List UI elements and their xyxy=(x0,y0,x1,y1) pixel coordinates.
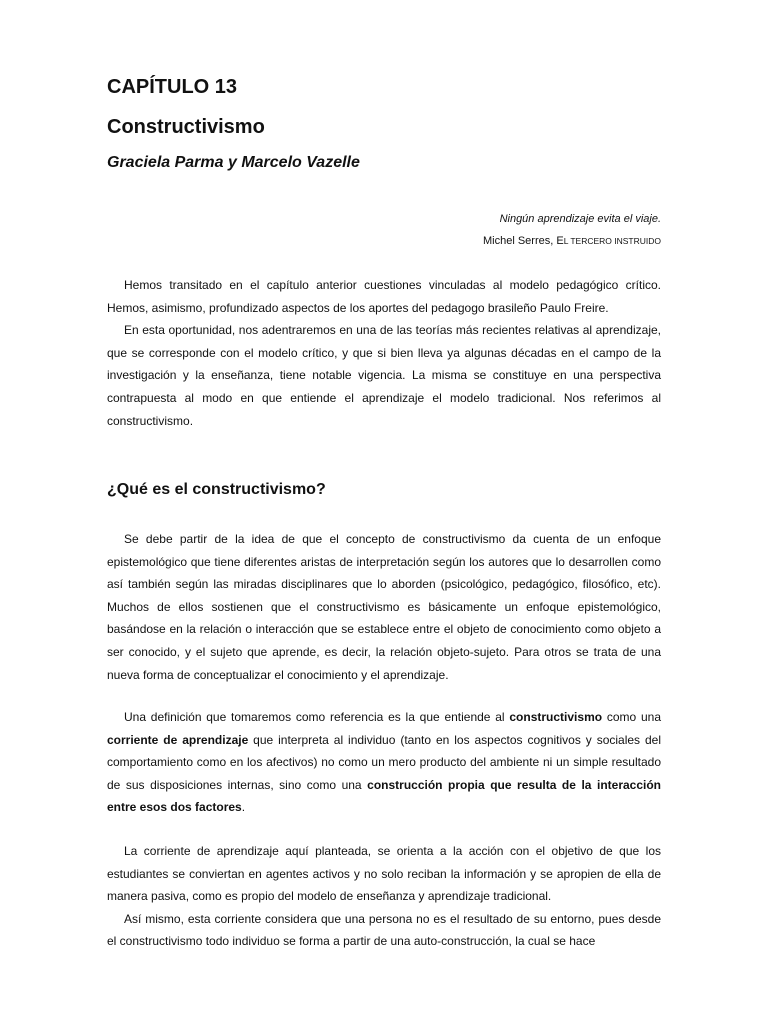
section-paragraph-4: Así mismo, esta corriente considera que una persona no es el resultado de su entorno, pues desde el constructivismo todo individuo se forma a partir de una auto-construcción, la cual se hace xyxy=(107,911,661,949)
p2-text-g: . xyxy=(241,800,246,815)
section-paragraph-block-3 xyxy=(107,840,661,953)
section-paragraph-1: Se debe partir de la idea de que el concepto de constructivismo da cuenta de un enfoque epistemológico que tiene diferentes aristas de interpretación según los autores que lo desarrollen como así también según las miradas disciplinares que lo aborden (psicológico, pedagógico, filosófico, etc). Muchos de ellos sostienen que el constructivismo es básicamente un enfoque epistemológico, basándose en la relación o interacción que se establece entre el objeto de conocimiento como objeto a ser conocido, y el sujeto que aprende, es decir, la relación objeto-sujeto. Para otros se trata de una nueva forma de conceptualizar el conocimiento y el aprendizaje. xyxy=(107,532,661,682)
p2-bold-constructivismo: constructivismo xyxy=(509,710,603,724)
p2-bold-construccion: construcción propia que resulta de la interacción entre esos dos factores xyxy=(107,777,662,815)
chapter-authors: Graciela Parma y Marcelo Vazelle xyxy=(107,154,360,171)
section-heading: ¿Qué es el constructivismo? xyxy=(107,481,326,498)
p2-bold-corriente: corriente de aprendizaje xyxy=(107,732,249,747)
chapter-title: Constructivismo xyxy=(107,116,265,138)
section-paragraph-block-1 xyxy=(107,528,661,686)
intro-paragraph-2: En esta oportunidad, nos adentraremos en una de las teorías más recientes relativas al aprendizaje, que se corresponde con el modelo crítico, y que si bien lleva ya algunas décadas en el campo de la investigación y la enseñanza, tiene notable vigencia. La misma se constituye en una perspectiva contrapuesta al modo en que entiende el aprendizaje el modelo tradicional. Nos referimos al constructivismo. xyxy=(107,323,661,428)
section-paragraph-3: La corriente de aprendizaje aquí planteada, se orienta a la acción con el objetivo de que los estudiantes se conviertan en agentes activos y no solo reciban la información y se apropien de ella de manera pasiva, como es propio del modelo de enseñanza y aprendizaje tradicional. xyxy=(107,844,661,904)
epigraph-source xyxy=(107,230,661,252)
section-paragraph-2 xyxy=(107,706,661,819)
epigraph-author: Michel Serres, xyxy=(483,235,557,247)
p2-text-e: que interpreta al individuo (tanto en los aspectos cognitivos y sociales del comportamiento como en los afectivos) no como un mero producto del ambiente ni un simple resultado de sus disposiciones internas, sino como una xyxy=(107,732,662,792)
section-paragraph-block-2 xyxy=(107,706,661,819)
chapter-label: CAPÍTULO 13 xyxy=(107,76,238,98)
intro-paragraph-1: Hemos transitado en el capítulo anterior cuestiones vinculadas al modelo pedagógico crítico. Hemos, asimismo, profundizado aspectos de los aportes del pedagogo brasileño Paulo Freire. xyxy=(107,278,661,315)
epigraph-book-initial: E xyxy=(556,235,564,247)
epigraph xyxy=(107,208,661,252)
intro-section xyxy=(107,274,661,432)
p2-text-c: como una xyxy=(602,710,661,724)
epigraph-book-initial-rest: L xyxy=(563,236,571,246)
p2-text-a: Una definición que tomaremos como referencia es la que entiende al xyxy=(124,710,510,724)
epigraph-book-title: TERCERO INSTRUIDO xyxy=(570,236,661,246)
epigraph-quote: Ningún aprendizaje evita el viaje. xyxy=(499,213,661,225)
